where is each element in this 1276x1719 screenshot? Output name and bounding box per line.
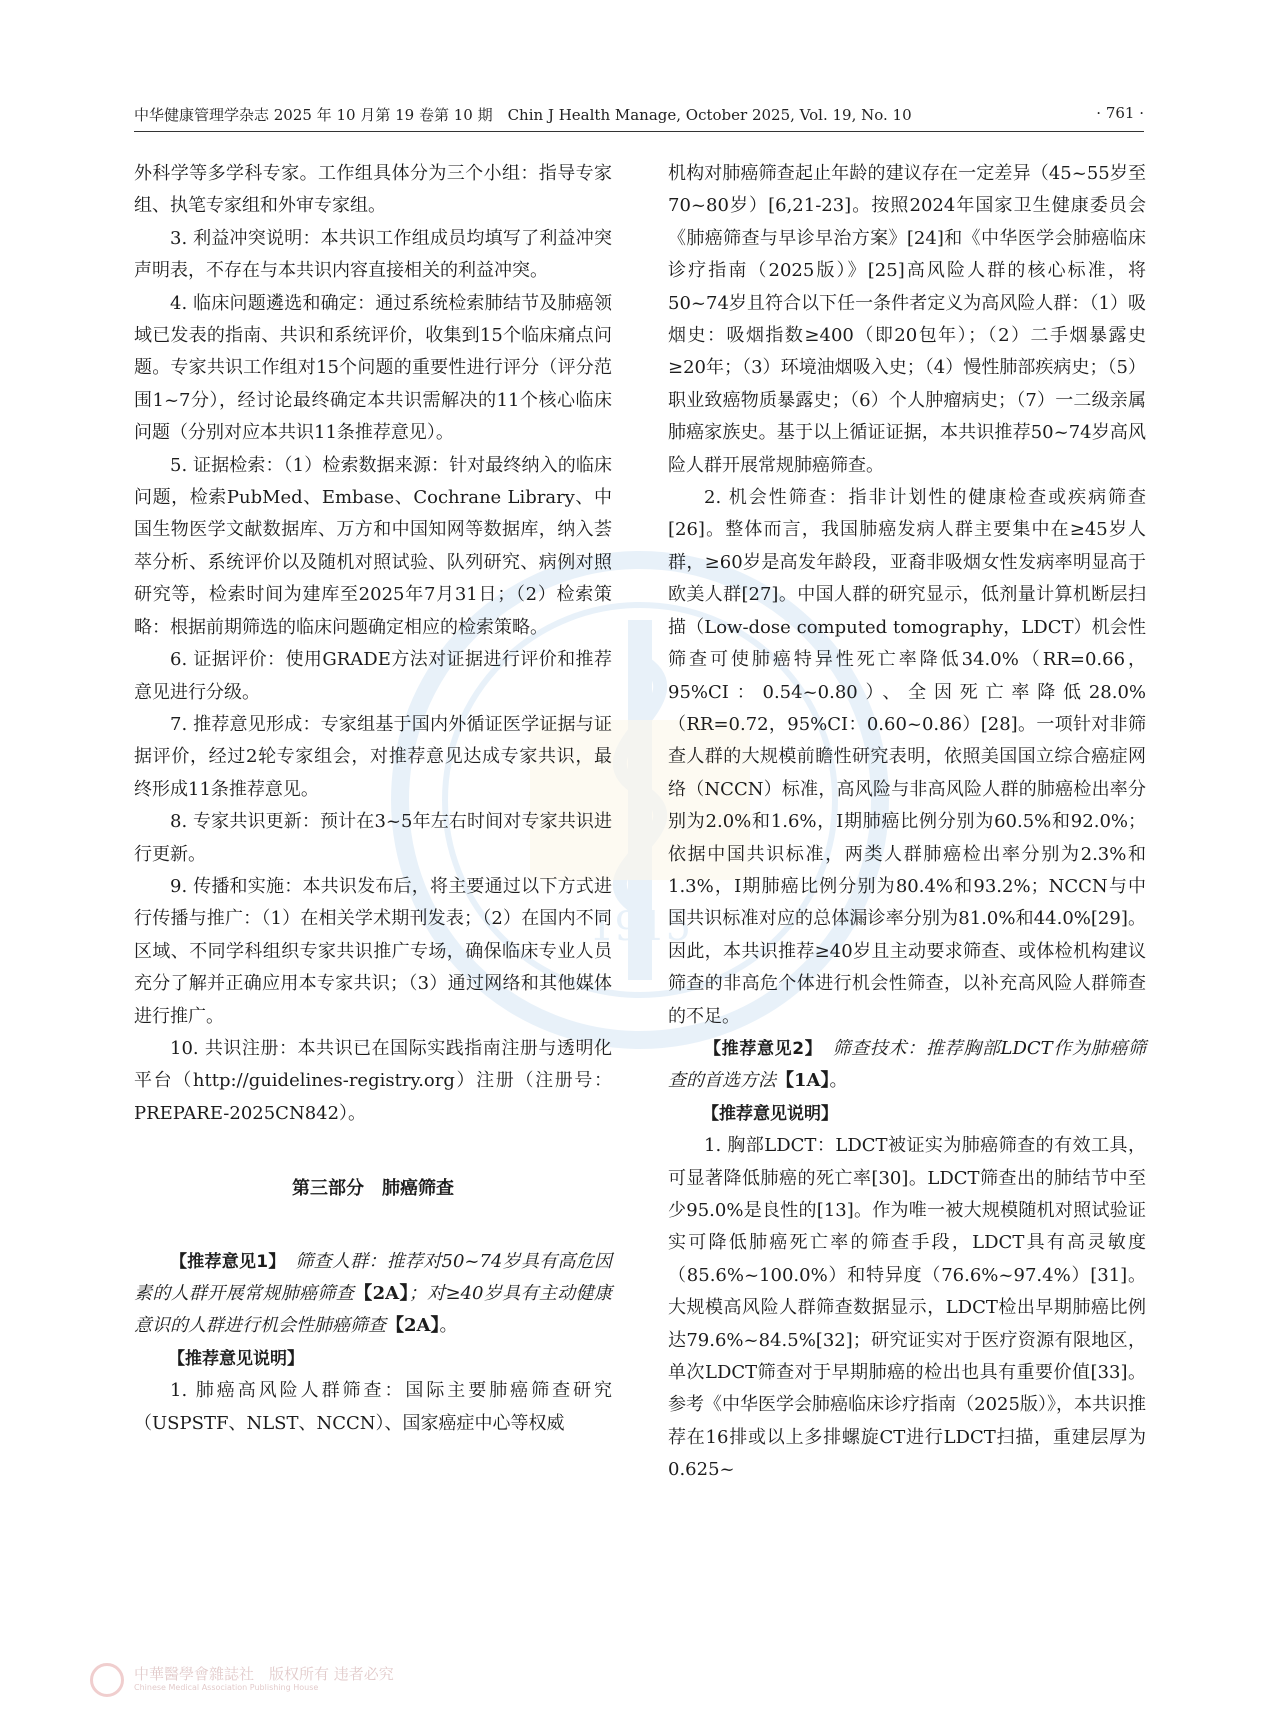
paragraph: 1. 肺癌高风险人群筛查：国际主要肺癌筛查研究（USPSTF、NLST、NCCN）、国家癌症中心等权威 <box>134 1380 612 1434</box>
paragraph: 1. 胸部LDCT：LDCT被证实为肺癌筛查的有效工具，可显著降低肺癌的死亡率[30]。LDCT筛查出的肺结节中至少95.0%是良性的[13]。作为唯一被大规模随机对照试验证实可降低肺癌死亡率的筛查手段，LDCT具有高灵敏度（85.6%~100.0%）和特异度（76.6%~97.4%）[31]。大规模高风险人群筛查数据显示，LDCT检出早期肺癌比例达79.6%~84.5%[32]；研究证实对于医疗资源有限地区，单次LDCT筛查对于早期肺癌的检出也具有重要价值[33]。参考《中华医学会肺癌临床诊疗指南（2025版）》，本共识推荐在16排或以上多排螺旋CT进行LDCT扫描，重建层厚为0.625~ <box>668 1135 1146 1481</box>
evidence-grade: 【2A】 <box>354 1283 409 1304</box>
evidence-grade: 【2A】 <box>386 1315 440 1337</box>
paragraph: 6. 证据评价：使用GRADE方法对证据进行评价和推荐意见进行分级。 <box>134 649 612 703</box>
publisher-seal-icon <box>90 1663 124 1697</box>
paragraph: 机构对肺癌筛查起止年龄的建议存在一定差异（45~55岁至70~80岁）[6,21-23]。按照2024年国家卫生健康委员会《肺癌筛查与早诊早治方案》[24]和《中华医学会肺癌临床诊疗指南（2025版）》[25]高风险人群的核心标准，将50~74岁且符合以下任一条件者定义为高风险人群：（1）吸烟史：吸烟指数≥400（即20包年）；（2）二手烟暴露史≥20年；（3）环境油烟吸入史；（4）慢性肺部疾病史；（5）职业致癌物质暴露史；（6）个人肿瘤病史；（7）一二级亲属肺癌家族史。基于以上循证证据，本共识推荐50~74岁高风险人群开展常规肺癌筛查。 <box>668 163 1146 476</box>
paragraph: 9. 传播和实施：本共识发布后，将主要通过以下方式进行传播与推广：（1）在相关学术期刊发表；（2）在国内不同区域、不同学科组织专家共识推广专场，确保临床专业人员充分了解并正确应用本专家共识；（3）通过网络和其他媒体进行推广。 <box>134 875 612 1027</box>
paragraph: 2. 机会性筛查：指非计划性的健康检查或疾病筛查[26]。整体而言，我国肺癌发病人群主要集中在≥45岁人群，≥60岁是高发年龄段，亚裔非吸烟女性发病率明显高于欧美人群[27]。中国人群的研究显示，低剂量计算机断层扫描（Low-dose computed tomography，LDCT）机会性筛查可使肺癌特异性死亡率降低34.0%（RR=0.66，95%CI：0.54~0.80）、全因死亡率降低28.0%（RR=0.72，95%CI：0.60~0.86）[28]。一项针对非筛查人群的大规模前瞻性研究表明，依照美国国立综合癌症网络（NCCN）标准，高风险与非高风险人群的肺癌检出率分别为2.0%和1.6%，Ⅰ期肺癌比例分别为60.5%和92.0%；依据中国共识标准，两类人群肺癌检出率分别为2.3%和1.3%，Ⅰ期肺癌比例分别为80.4%和93.2%；NCCN与中国共识标准对应的总体漏诊率分别为81.0%和44.0%[29]。因此，本共识推荐≥40岁且主动要求筛查、或体检机构建议筛查的非高危个体进行机会性筛查，以补充高风险人群筛查的不足。 <box>668 487 1146 1027</box>
publisher-watermark <box>90 1663 510 1697</box>
recommendation-text: 筛查技术：推荐胸部LDCT作为肺癌筛查的首选方法 <box>668 1037 1146 1092</box>
recommendation-label: 【推荐意见1】 <box>170 1251 278 1272</box>
left-column <box>134 158 612 1440</box>
recommendation-note-heading: 【推荐意见说明】 <box>702 1103 838 1124</box>
running-header <box>134 104 1144 134</box>
paragraph: 外科学等多学科专家。工作组具体分为三个小组：指导专家组、执笔专家组和外审专家组。 <box>134 163 612 217</box>
paragraph: 7. 推荐意见形成：专家组基于国内外循证医学证据与证据评价，经过2轮专家组会，对推荐意见达成专家共识，最终形成11条推荐意见。 <box>134 713 612 800</box>
paragraph: 10. 共识注册：本共识已在国际实践指南注册与透明化平台（http://guidelines-registry.org）注册（注册号：PREPARE-2025CN842）。 <box>134 1037 612 1124</box>
paragraph: 8. 专家共识更新：预计在3~5年左右时间对专家共识进行更新。 <box>134 811 612 865</box>
recommendation-text: ；对≥40岁具有主动健康意识的人群进行机会性肺癌筛查 <box>134 1283 612 1337</box>
journal-citation: 中华健康管理学杂志 2025 年 10 月第 19 卷第 10 期 Chin J Health Manage, October 2025, Vol. 19, No. 10 <box>134 106 912 124</box>
evidence-grade: 【1A】 <box>776 1070 830 1092</box>
recommendation-label: 【推荐意见2】 <box>704 1038 814 1059</box>
recommendation-end: 。 <box>439 1315 458 1337</box>
paragraph: 3. 利益冲突说明：本共识工作组成员均填写了利益冲突声明表，不存在与本共识内容直接相关的利益冲突。 <box>134 227 612 282</box>
section-heading: 第三部分 肺癌筛查 <box>292 1178 454 1200</box>
paragraph: 5. 证据检索：（1）检索数据来源：针对最终纳入的临床问题，检索PubMed、Embase、Cochrane Library、中国生物医学文献数据库、万方和中国知网等数据库，纳入荟萃分析、系统评价以及随机对照试验、队列研究、病例对照研究等，检索时间为建库至2025年7月31日；（2）检索策略：根据前期筛选的临床问题确定相应的检索策略。 <box>134 454 612 638</box>
header-rule <box>134 131 1144 132</box>
recommendation-end: 。 <box>829 1070 848 1092</box>
page-number: · 761 · <box>1096 104 1144 122</box>
publisher-name: 中華醫學會雜誌社 版权所有 违者必究 <box>134 1665 394 1683</box>
publisher-name-english: Chinese Medical Association Publishing House <box>134 1683 319 1692</box>
recommendation-1 <box>134 1246 612 1343</box>
recommendation-note-heading: 【推荐意见说明】 <box>168 1348 304 1369</box>
paragraph: 4. 临床问题遴选和确定：通过系统检索肺结节及肺癌领域已发表的指南、共识和系统评价，收集到15个临床痛点问题。专家共识工作组对15个问题的重要性进行评分（评分范围1~7分），经讨论最终确定本共识需解决的11个核心临床问题（分别对应本共识11条推荐意见）。 <box>134 292 612 444</box>
recommendation-text: 筛查人群：推荐对50~74岁具有高危因素的人群开展常规肺癌筛查 <box>134 1250 612 1304</box>
recommendation-2 <box>668 1033 1146 1098</box>
right-column <box>668 158 1146 1487</box>
watermark-year: 1915 <box>589 904 691 950</box>
